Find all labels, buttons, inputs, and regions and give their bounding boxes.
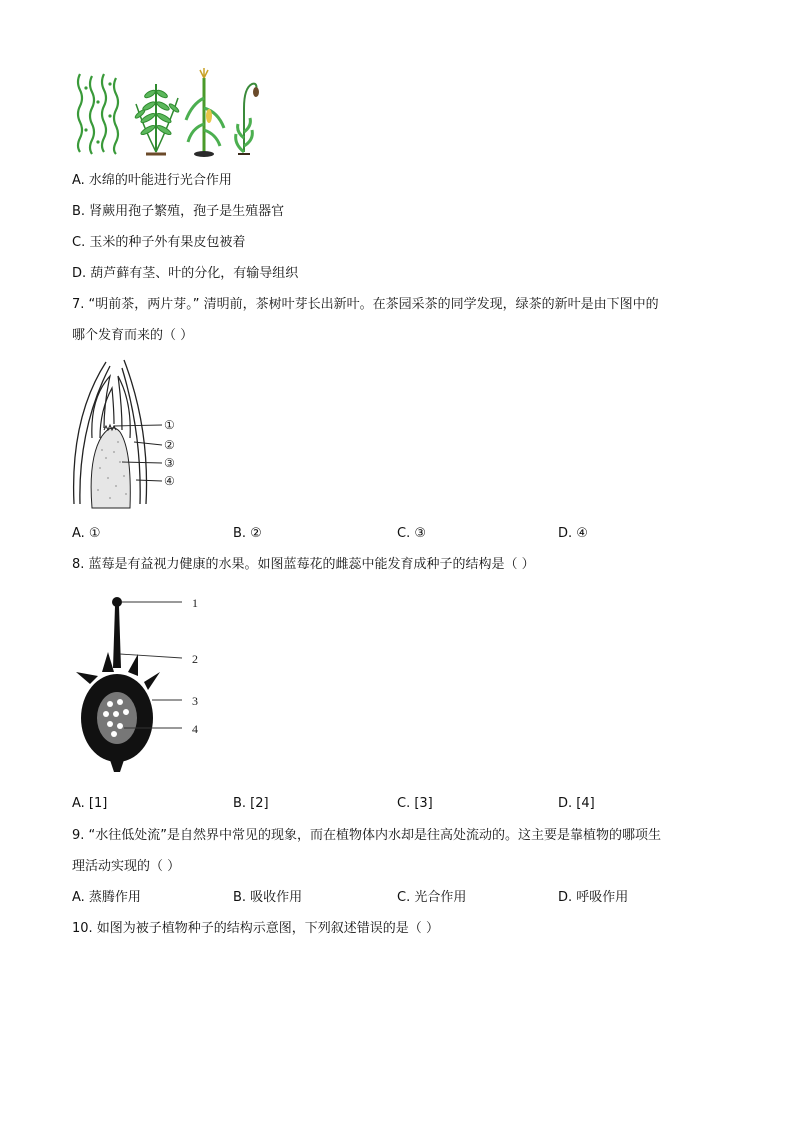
bud-label-1: ① bbox=[164, 418, 175, 432]
q8-option-a[interactable]: A. [1] bbox=[72, 796, 108, 811]
q6-option-a[interactable]: A. 水绵的叶能进行光合作用 bbox=[72, 173, 232, 188]
fern-image bbox=[134, 84, 180, 154]
q8-option-d[interactable]: D. [4] bbox=[558, 796, 595, 811]
q8-option-b[interactable]: B. [2] bbox=[233, 796, 269, 811]
q9-option-a[interactable]: A. 蒸腾作用 bbox=[72, 890, 141, 905]
pistil-label-3: 3 bbox=[192, 694, 198, 708]
spirogyra-dots bbox=[84, 82, 111, 143]
pistil-label-1: 1 bbox=[192, 596, 198, 610]
q8-option-c[interactable]: C. [3] bbox=[397, 796, 433, 811]
q9-option-c[interactable]: C. 光合作用 bbox=[397, 890, 467, 905]
q9-option-d[interactable]: D. 呼吸作用 bbox=[558, 890, 629, 905]
q7-option-c[interactable]: C. ③ bbox=[397, 526, 426, 541]
bud-label-4: ④ bbox=[164, 474, 175, 488]
q9-stem-line1: 9. “水往低处流”是自然界中常见的现象，而在植物体内水却是往高处流动的。这主要是靠植物的哪项生 bbox=[72, 828, 662, 843]
q7-stem-line2: 哪个发育而来的（ ） bbox=[72, 328, 194, 343]
bud-label-2: ② bbox=[164, 438, 175, 452]
pistil-diagram bbox=[72, 588, 212, 778]
q9-stem-line2: 理活动实现的（ ） bbox=[72, 859, 181, 874]
leaf-bud-diagram bbox=[70, 358, 190, 510]
q6-option-c[interactable]: C. 玉米的种子外有果皮包被着 bbox=[72, 235, 246, 250]
q7-option-d[interactable]: D. ④ bbox=[558, 526, 588, 541]
q6-option-d[interactable]: D. 葫芦藓有茎、叶的分化，有输导组织 bbox=[72, 266, 299, 281]
corn-plant-image bbox=[186, 68, 224, 157]
q7-option-a[interactable]: A. ① bbox=[72, 526, 101, 541]
q9-option-b[interactable]: B. 吸收作用 bbox=[233, 890, 303, 905]
pistil-label-2: 2 bbox=[192, 652, 198, 666]
q7-option-b[interactable]: B. ② bbox=[233, 526, 262, 541]
q6-option-b[interactable]: B. 肾蕨用孢子繁殖，孢子是生殖器官 bbox=[72, 204, 285, 219]
plant-illustrations-figure bbox=[74, 68, 264, 158]
moss-image bbox=[236, 84, 259, 154]
q8-stem: 8. 蓝莓是有益视力健康的水果。如图蓝莓花的雌蕊中能发育成种子的结构是（ ） bbox=[72, 557, 535, 572]
q7-stem-line1: 7. “明前茶，两片芽。” 清明前，茶树叶芽长出新叶。在茶园采茶的同学发现，绿茶的新叶是由下图中的 bbox=[72, 297, 659, 312]
pistil-label-4: 4 bbox=[192, 722, 198, 736]
q10-stem: 10. 如图为被子植物种子的结构示意图，下列叙述错误的是（ ） bbox=[72, 921, 439, 936]
bud-label-3: ③ bbox=[164, 456, 175, 470]
